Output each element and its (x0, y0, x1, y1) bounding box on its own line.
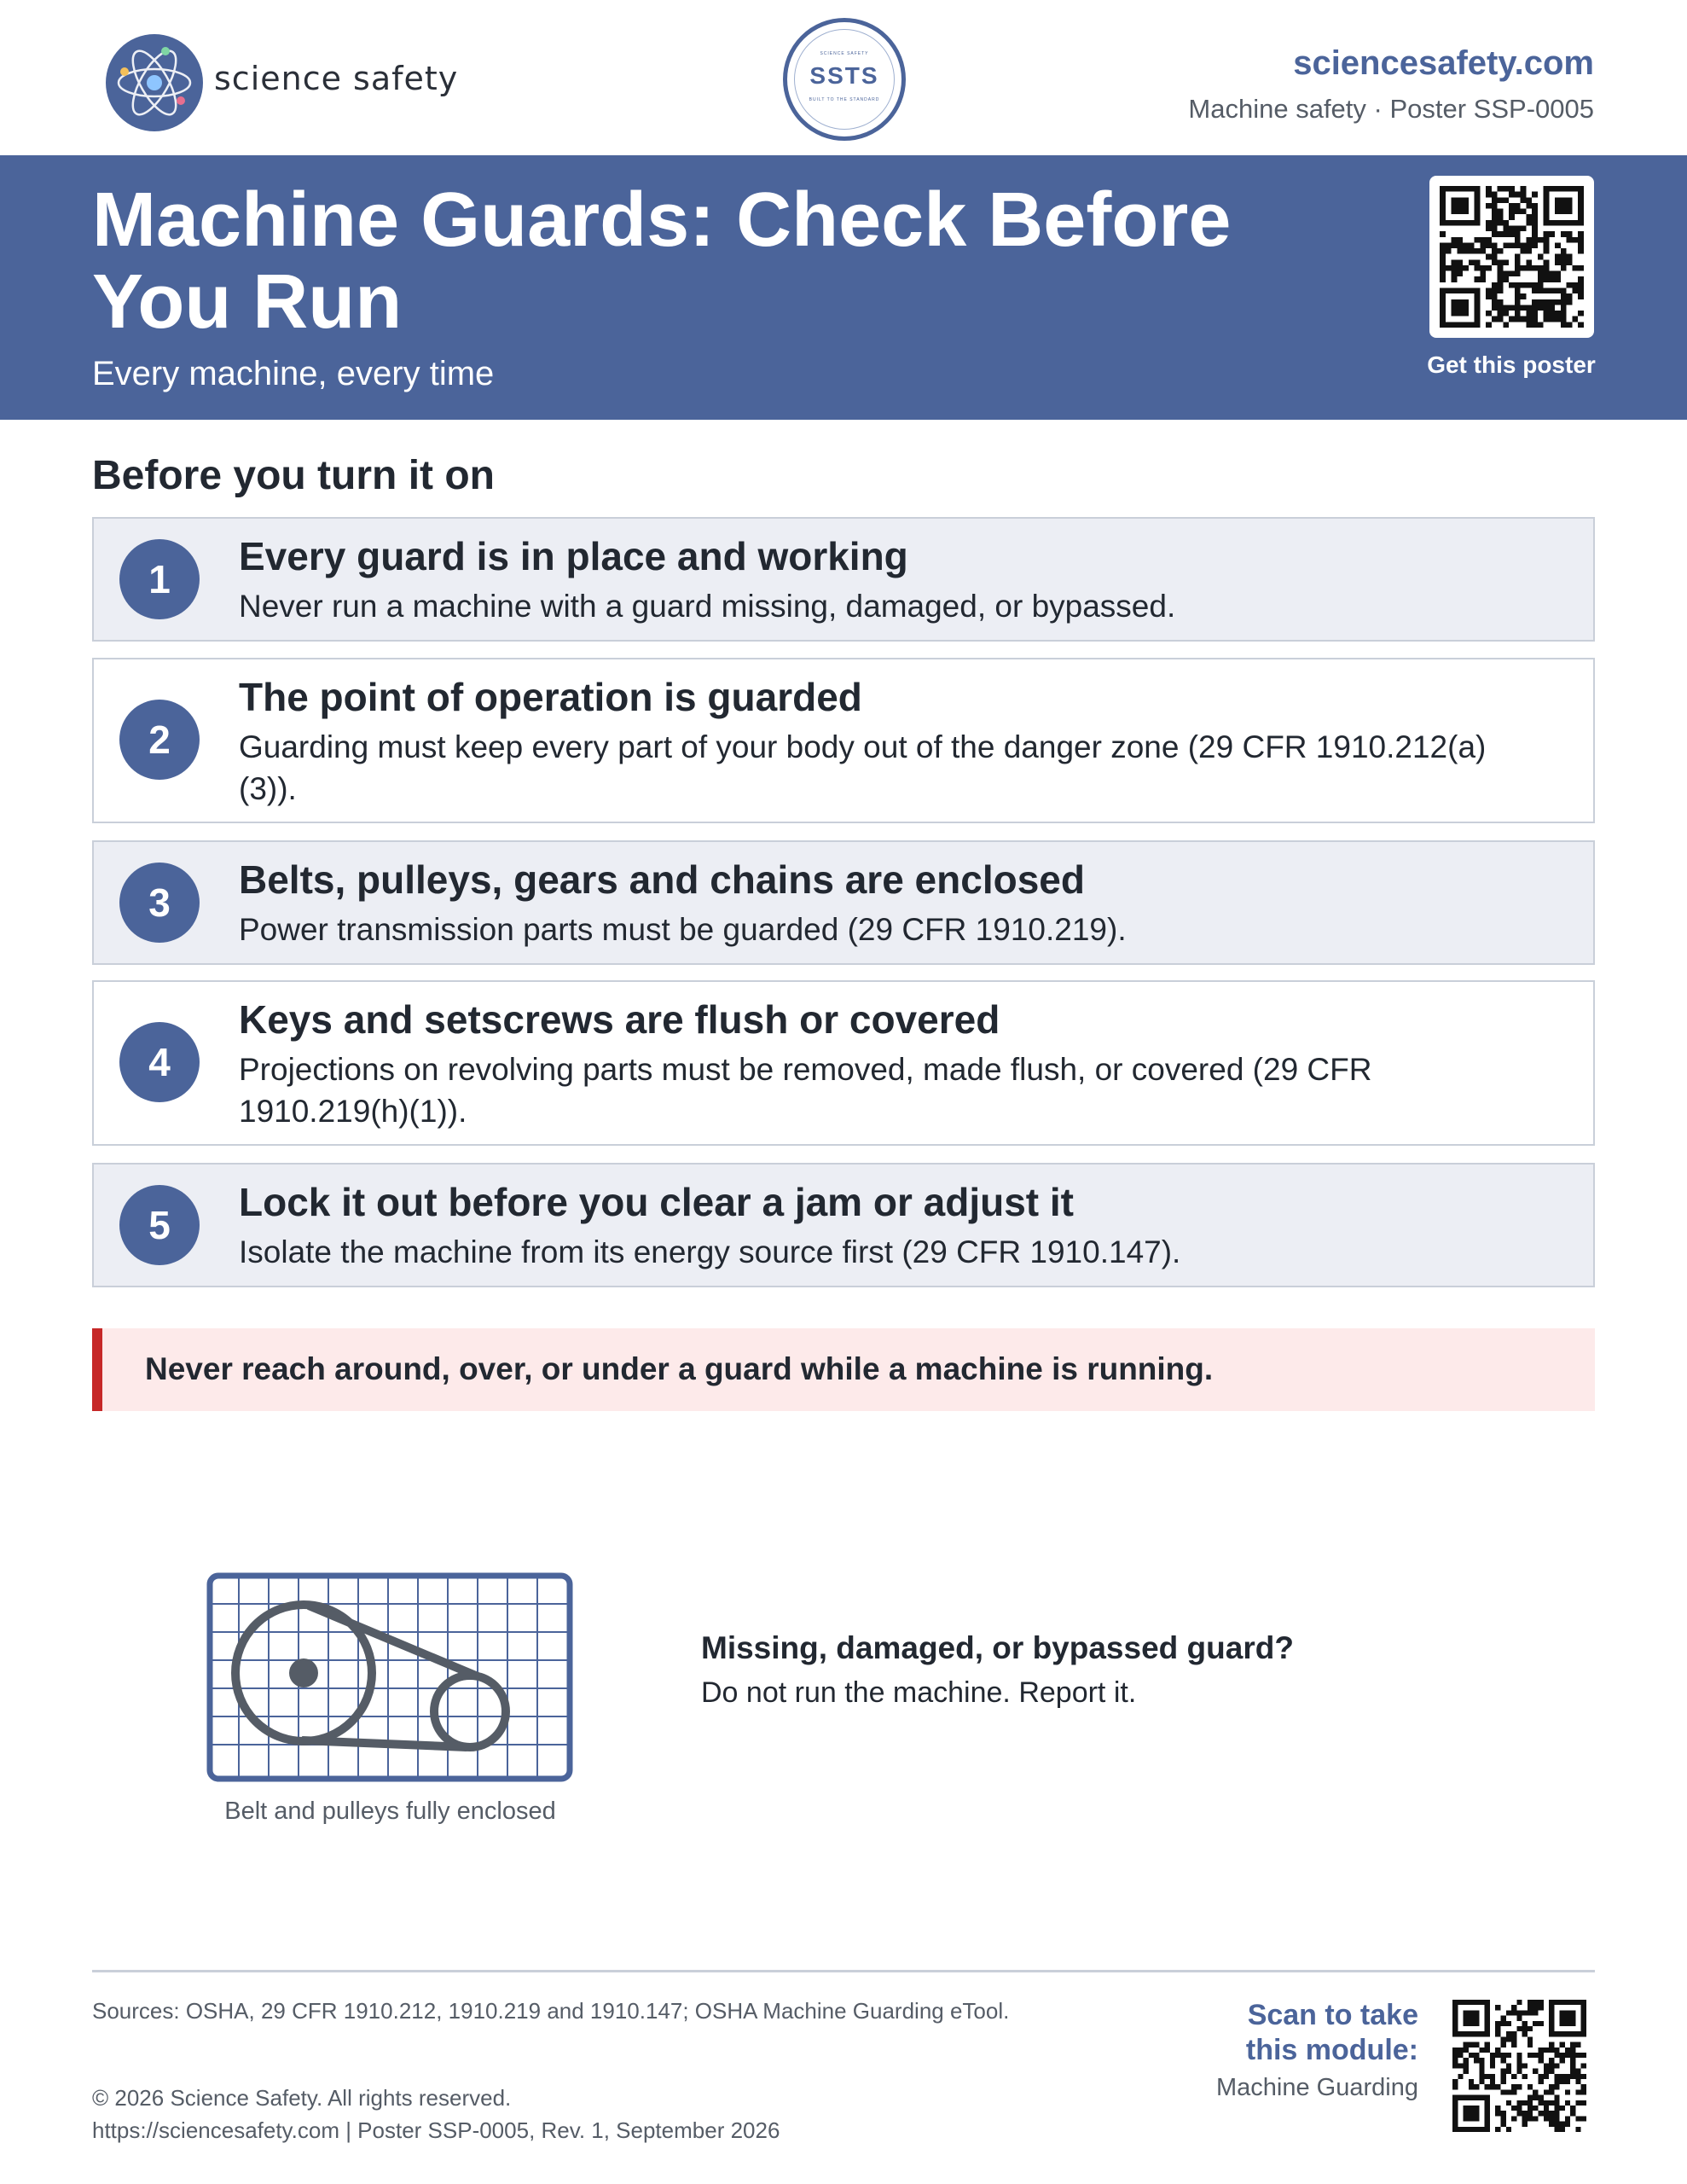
top-bar (0, 0, 1687, 155)
page-title: Machine Guards: Check Before You Run (92, 177, 1232, 345)
item-title: Belts, pulleys, gears and chains are enclosed (239, 857, 1085, 902)
warning-banner (92, 1328, 1595, 1411)
item-title: Keys and setscrews are flush or covered (239, 997, 1000, 1042)
item-description: Never run a machine with a guard missing, damaged, or bypassed. (239, 589, 1176, 624)
checklist-item-5 (92, 1163, 1595, 1287)
belt-guard-icon (206, 1572, 573, 1786)
checklist-item-4 (92, 980, 1595, 1146)
section-heading: Before you turn it on (92, 453, 495, 498)
sources-text: Sources: OSHA, 29 CFR 1910.212, 1910.219 and 1910.147; OSHA Machine Guarding eTool. (92, 1998, 1010, 2024)
logo-wordmark: science safety (214, 60, 459, 97)
checklist-item-1 (92, 517, 1595, 642)
step-number-badge: 5 (119, 1185, 200, 1265)
step-number-badge: 3 (119, 863, 200, 943)
illustration-caption: Belt and pulleys fully enclosed (224, 1798, 556, 1825)
atom-logo-icon (106, 34, 203, 131)
poster-url-line[interactable]: https://sciencesafety.com | Poster SSP-0005, Rev. 1, September 2026 (92, 2117, 780, 2143)
seal-main-text: SSTS (809, 62, 879, 89)
item-title: The point of operation is guarded (239, 675, 862, 719)
seal-top-text: SCIENCE SAFETY (820, 51, 869, 56)
ssts-seal (783, 18, 906, 141)
scan-title: Scan to take this module: (1245, 1999, 1418, 2066)
qr-caption: Get this poster (1427, 351, 1596, 378)
checklist-item-3 (92, 840, 1595, 965)
scan-module-name: Machine Guarding (1216, 2074, 1418, 2101)
item-description: Isolate the machine from its energy source first (29 CFR 1910.147). (239, 1234, 1181, 1269)
title-band (0, 155, 1687, 420)
poster-qr-code[interactable] (1429, 176, 1594, 338)
poster-id: Machine safety · Poster SSP-0005 (1188, 94, 1594, 124)
item-title: Lock it out before you clear a jam or adjust it (239, 1180, 1074, 1224)
seal-bottom-text: BUILT TO THE STANDARD (809, 97, 880, 102)
item-description: Guarding must keep every part of your body out of the danger zone (29 CFR 1910.212(a)(3)). (239, 729, 1487, 806)
item-description: Power transmission parts must be guarded (29 CFR 1910.219). (239, 912, 1127, 947)
checklist-item-2 (92, 658, 1595, 823)
step-number-badge: 4 (119, 1022, 200, 1102)
footer-divider (92, 1970, 1595, 1972)
module-qr-code[interactable] (1452, 2000, 1586, 2136)
copyright-text: © 2026 Science Safety. All rights reserved. (92, 2085, 512, 2111)
item-title: Every guard is in place and working (239, 534, 908, 578)
warning-text: Never reach around, over, or under a guard while a machine is running. (145, 1351, 1214, 1386)
item-description: Projections on revolving parts must be removed, made flush, or covered (29 CFR 1910.219(h)(1)). (239, 1052, 1372, 1129)
step-number-badge: 1 (119, 539, 200, 619)
step-number-badge: 2 (119, 700, 200, 780)
callout-text: Do not run the machine. Report it. (701, 1676, 1137, 1709)
callout-title: Missing, damaged, or bypassed guard? (701, 1630, 1294, 1665)
page-subtitle: Every machine, every time (92, 355, 495, 392)
site-link[interactable]: sciencesafety.com (1293, 44, 1594, 82)
